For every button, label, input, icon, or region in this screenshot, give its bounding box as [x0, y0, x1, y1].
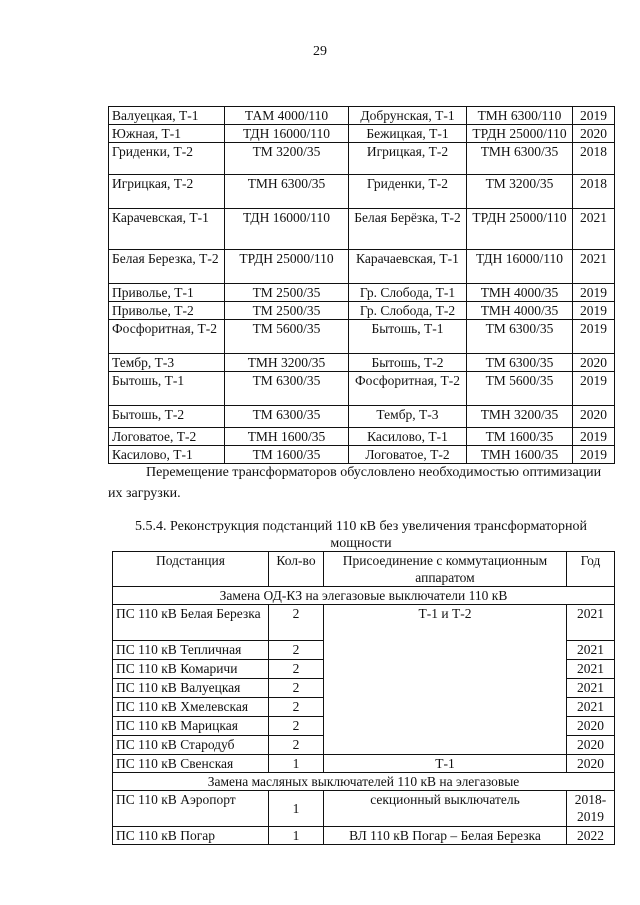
- table1-cell: 2019: [573, 107, 615, 125]
- table1-cell: ТРДН 25000/110: [225, 250, 349, 284]
- table1-cell: Тембр, Т-3: [109, 354, 225, 372]
- count: 2: [269, 736, 324, 755]
- substation-name: ПС 110 кВ Тепличная: [113, 641, 269, 660]
- table1-cell: Гриденки, Т-2: [109, 143, 225, 175]
- year: 2021: [567, 641, 615, 660]
- table1-cell: Игрицкая, Т-2: [349, 143, 467, 175]
- table-row: [113, 605, 615, 641]
- table-row: [109, 143, 615, 175]
- table1-cell: Тембр, Т-3: [349, 406, 467, 428]
- table1-cell: ТМН 1600/35: [467, 446, 573, 464]
- table1-cell: Гриденки, Т-2: [349, 175, 467, 209]
- table1-cell: ТМ 1600/35: [467, 428, 573, 446]
- table1-cell: Карачаевская, Т-1: [349, 250, 467, 284]
- connection: секционный выключатель: [324, 791, 567, 827]
- table-row: [109, 354, 615, 372]
- section-caption: 5.5.4. Реконструкция подстанций 110 кВ без увеличения трансформаторной мощности: [135, 519, 587, 551]
- table1-cell: ТДН 16000/110: [467, 250, 573, 284]
- connection: Т-1: [324, 755, 567, 773]
- table-row: [109, 320, 615, 354]
- table1-cell: 2018: [573, 175, 615, 209]
- count: 2: [269, 717, 324, 736]
- table-header-row: [113, 552, 615, 587]
- table1-cell: ТМН 3200/35: [225, 354, 349, 372]
- paragraph: [108, 462, 614, 504]
- table-row: [109, 125, 615, 143]
- header-connection: Присоединение с коммутационным аппаратом: [324, 552, 567, 587]
- connection: Т-1 и Т-2: [324, 605, 567, 755]
- count: 1: [269, 791, 324, 827]
- table1-cell: ТАМ 4000/110: [225, 107, 349, 125]
- table1-cell: ТМ 6300/35: [225, 406, 349, 428]
- table1-cell: Фосфоритная, Т-2: [349, 372, 467, 406]
- table1-cell: ТМ 6300/35: [225, 372, 349, 406]
- table-row: [109, 406, 615, 428]
- table1-cell: ТМ 5600/35: [467, 372, 573, 406]
- table1-cell: 2019: [573, 320, 615, 354]
- table1-cell: ТМ 3200/35: [467, 175, 573, 209]
- table1-cell: Южная, Т-1: [109, 125, 225, 143]
- table1-cell: 2020: [573, 406, 615, 428]
- table-row: [109, 446, 615, 464]
- table-row: [113, 755, 615, 773]
- table1-cell: 2020: [573, 354, 615, 372]
- table1-cell: Гр. Слобода, Т-1: [349, 284, 467, 302]
- table-row: [109, 372, 615, 406]
- year: 2021: [567, 605, 615, 641]
- table1-cell: Приволье, Т-2: [109, 302, 225, 320]
- section-row: [113, 773, 615, 791]
- table1-cell: ТМН 1600/35: [225, 428, 349, 446]
- table1-cell: ТМ 3200/35: [225, 143, 349, 175]
- table-row: [113, 827, 615, 845]
- year: 2021: [567, 660, 615, 679]
- table1-cell: ТМН 3200/35: [467, 406, 573, 428]
- substation-name: ПС 110 кВ Аэропорт: [113, 791, 269, 827]
- table-row: [109, 107, 615, 125]
- table1-cell: Игрицкая, Т-2: [109, 175, 225, 209]
- table1-cell: ТМН 4000/35: [467, 302, 573, 320]
- table1-cell: Валуецкая, Т-1: [109, 107, 225, 125]
- year: 2020: [567, 717, 615, 736]
- table1-cell: 2020: [573, 125, 615, 143]
- substation-name: ПС 110 кВ Марицкая: [113, 717, 269, 736]
- table1-cell: ТМ 2500/35: [225, 302, 349, 320]
- page-number: 29: [313, 44, 327, 59]
- table1-cell: Добрунская, Т-1: [349, 107, 467, 125]
- table1-cell: Бежицкая, Т-1: [349, 125, 467, 143]
- table1-cell: Бытошь, Т-2: [349, 354, 467, 372]
- transformer-relocation-table: [108, 106, 615, 464]
- table1-cell: 2019: [573, 428, 615, 446]
- count: 1: [269, 755, 324, 773]
- table1-cell: Касилово, Т-1: [349, 428, 467, 446]
- year: 2018-2019: [567, 791, 615, 827]
- substation-name: ПС 110 кВ Свенская: [113, 755, 269, 773]
- year: 2022: [567, 827, 615, 845]
- table1-cell: 2021: [573, 250, 615, 284]
- table1-cell: ТРДН 25000/110: [467, 125, 573, 143]
- substation-reconstruction-table: [112, 551, 615, 845]
- paragraph-text: Перемещение трансформаторов обусловлено необходимостью оптимизации их загрузки.: [108, 465, 602, 501]
- table-row: [109, 250, 615, 284]
- count: 2: [269, 641, 324, 660]
- table1-cell: 2019: [573, 446, 615, 464]
- table1-cell: 2019: [573, 284, 615, 302]
- table1-cell: ТМ 5600/35: [225, 320, 349, 354]
- table1-cell: ТДН 16000/110: [225, 125, 349, 143]
- table1-cell: Фосфоритная, Т-2: [109, 320, 225, 354]
- table-row: [109, 284, 615, 302]
- table-row: [109, 209, 615, 250]
- table1-cell: ТМ 2500/35: [225, 284, 349, 302]
- year: 2020: [567, 755, 615, 773]
- section-title: Замена масляных выключателей 110 кВ на элегазовые: [113, 773, 615, 791]
- table1-cell: Бытошь, Т-1: [109, 372, 225, 406]
- table1-cell: 2019: [573, 372, 615, 406]
- year: 2021: [567, 698, 615, 717]
- table1-cell: ТРДН 25000/110: [467, 209, 573, 250]
- table1-cell: ТМН 4000/35: [467, 284, 573, 302]
- table-row: [113, 791, 615, 827]
- table-row: [109, 302, 615, 320]
- table1-cell: Гр. Слобода, Т-2: [349, 302, 467, 320]
- table1-cell: 2018: [573, 143, 615, 175]
- table1-cell: 2021: [573, 209, 615, 250]
- substation-name: ПС 110 кВ Стародуб: [113, 736, 269, 755]
- table1-cell: ТДН 16000/110: [225, 209, 349, 250]
- table1-cell: Приволье, Т-1: [109, 284, 225, 302]
- table1-cell: Карачевская, Т-1: [109, 209, 225, 250]
- substation-name: ПС 110 кВ Погар: [113, 827, 269, 845]
- table-row: [109, 428, 615, 446]
- table1-cell: ТМ 1600/35: [225, 446, 349, 464]
- table1-cell: 2019: [573, 302, 615, 320]
- table-row: [109, 175, 615, 209]
- substation-name: ПС 110 кВ Комаричи: [113, 660, 269, 679]
- section-row: [113, 587, 615, 605]
- count: 2: [269, 660, 324, 679]
- count: 1: [269, 827, 324, 845]
- count: 2: [269, 679, 324, 698]
- section-title: Замена ОД-КЗ на элегазовые выключатели 110 кВ: [113, 587, 615, 605]
- table1-cell: ТМ 6300/35: [467, 320, 573, 354]
- table1-cell: ТМ 6300/35: [467, 354, 573, 372]
- count: 2: [269, 698, 324, 717]
- substation-name: ПС 110 кВ Белая Березка: [113, 605, 269, 641]
- count: 2: [269, 605, 324, 641]
- header-count: Кол-во: [269, 552, 324, 587]
- table1-cell: Белая Березка, Т-2: [109, 250, 225, 284]
- table1-cell: Бытошь, Т-1: [349, 320, 467, 354]
- header-substation: Подстанция: [113, 552, 269, 587]
- table1-cell: Белая Берёзка, Т-2: [349, 209, 467, 250]
- substation-name: ПС 110 кВ Хмелевская: [113, 698, 269, 717]
- substation-name: ПС 110 кВ Валуецкая: [113, 679, 269, 698]
- table1-cell: Бытошь, Т-2: [109, 406, 225, 428]
- table1-cell: ТМН 6300/110: [467, 107, 573, 125]
- table1-cell: ТМН 6300/35: [467, 143, 573, 175]
- table1-cell: Касилово, Т-1: [109, 446, 225, 464]
- year: 2021: [567, 679, 615, 698]
- year: 2020: [567, 736, 615, 755]
- header-year: Год: [567, 552, 615, 587]
- connection: ВЛ 110 кВ Погар – Белая Березка: [324, 827, 567, 845]
- table1-cell: ТМН 6300/35: [225, 175, 349, 209]
- table1-cell: Логоватое, Т-2: [349, 446, 467, 464]
- table1-cell: Логоватое, Т-2: [109, 428, 225, 446]
